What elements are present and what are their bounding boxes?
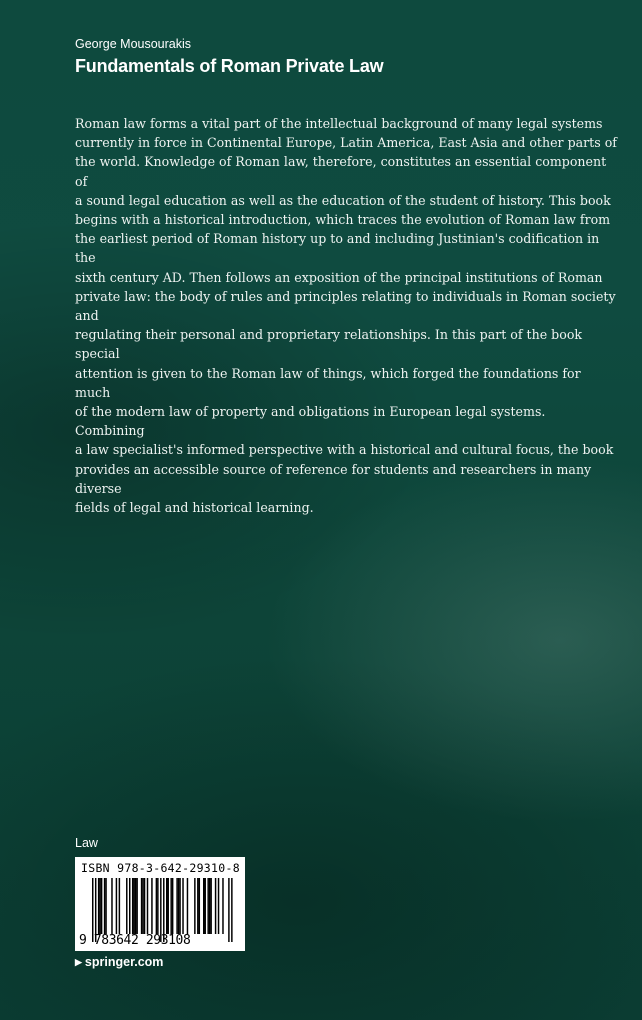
barcode-bar <box>210 878 211 934</box>
barcode-bar <box>167 878 168 934</box>
barcode-bar <box>197 878 198 934</box>
barcode-bar <box>182 878 183 934</box>
barcode-bar <box>136 878 137 934</box>
blurb-line: the earliest period of Roman history up to and including Justinian's codification in the <box>75 231 600 266</box>
blurb <box>75 114 617 517</box>
barcode-box <box>75 857 245 951</box>
barcode-bar <box>222 878 223 934</box>
barcode-bar <box>126 878 127 934</box>
barcode-bar <box>111 878 112 934</box>
barcode-bar <box>166 878 167 934</box>
barcode-bar <box>228 878 229 942</box>
blurb-line: a sound legal education as well as the education of the student of history. This book <box>75 192 611 208</box>
barcode-bar <box>101 878 102 934</box>
isbn-text: ISBN 978-3-642-29310-8 <box>81 861 240 875</box>
barcode-bar <box>135 878 136 934</box>
book-title: Fundamentals of Roman Private Law <box>75 56 384 76</box>
barcode-bar <box>116 878 117 934</box>
barcode-bar <box>144 878 145 934</box>
barcode-bar <box>147 878 148 934</box>
publisher-link[interactable] <box>75 955 163 969</box>
blurb-line: private law: the body of rules and principles relating to individuals in Roman society and <box>75 288 616 324</box>
barcode-bar <box>194 878 195 934</box>
barcode-bar <box>215 878 216 934</box>
blurb-line: begins with a historical introduction, which traces the evolution of Roman law from <box>75 212 611 228</box>
blurb-line: sixth century AD. Then follows an exposition of the principal institutions of Roman <box>75 269 603 285</box>
barcode-bar <box>179 878 180 934</box>
barcode-bar <box>156 878 157 934</box>
website-label: springer.com <box>84 955 164 969</box>
barcode-bar <box>204 878 205 934</box>
barcode-bar <box>187 878 188 934</box>
barcode-bar <box>105 878 106 934</box>
barcode-bar <box>157 878 158 934</box>
barcode-bar <box>119 878 120 934</box>
category-label: Law <box>75 836 98 850</box>
barcode-bar <box>176 878 177 934</box>
barcode-bar <box>170 878 171 934</box>
blurb-line: of the modern law of property and obligations in European legal systems. Combining <box>75 404 546 439</box>
blurb-line: the world. Knowledge of Roman law, therefore, constitutes an essential component of <box>75 154 607 189</box>
barcode-bar <box>104 878 105 934</box>
blurb-line: a law specialist's informed perspective with a historical and cultural focus, the book <box>75 442 614 458</box>
barcode-bar <box>132 878 133 934</box>
barcode-bar <box>207 878 208 934</box>
barcode-bar <box>203 878 204 934</box>
barcode-bar <box>141 878 142 934</box>
author-name: George Mousourakis <box>75 37 192 51</box>
blurb-line: attention is given to the Roman law of things, which forged the foundations for much <box>75 365 581 400</box>
blurb-line: fields of legal and historical learning. <box>75 500 314 516</box>
triangle-right-icon: ▶ <box>75 956 82 967</box>
blurb-line: currently in force in Continental Europe, Latin America, East Asia and other parts of <box>75 135 617 151</box>
barcode-bar <box>99 878 100 934</box>
barcode-bar <box>129 878 130 934</box>
barcode-bar <box>178 878 179 934</box>
blurb-line: Roman law forms a vital part of the intellectual background of many legal systems <box>75 116 603 131</box>
barcode-bar <box>151 878 152 934</box>
barcode-bar <box>199 878 200 934</box>
barcode-bar <box>172 878 173 934</box>
barcode-bar <box>231 878 232 942</box>
barcode-bar <box>218 878 219 934</box>
barcode-bar <box>98 878 99 934</box>
ean-digits: 9 783642 293108 <box>79 933 191 948</box>
barcode-bar <box>209 878 210 934</box>
barcode-bar <box>142 878 143 934</box>
blurb-line: regulating their personal and proprietary relationships. In this part of the book special <box>75 327 583 362</box>
blurb-line: provides an accessible source of reference for students and researchers in many diverse <box>75 461 592 496</box>
barcode-bar <box>133 878 134 934</box>
